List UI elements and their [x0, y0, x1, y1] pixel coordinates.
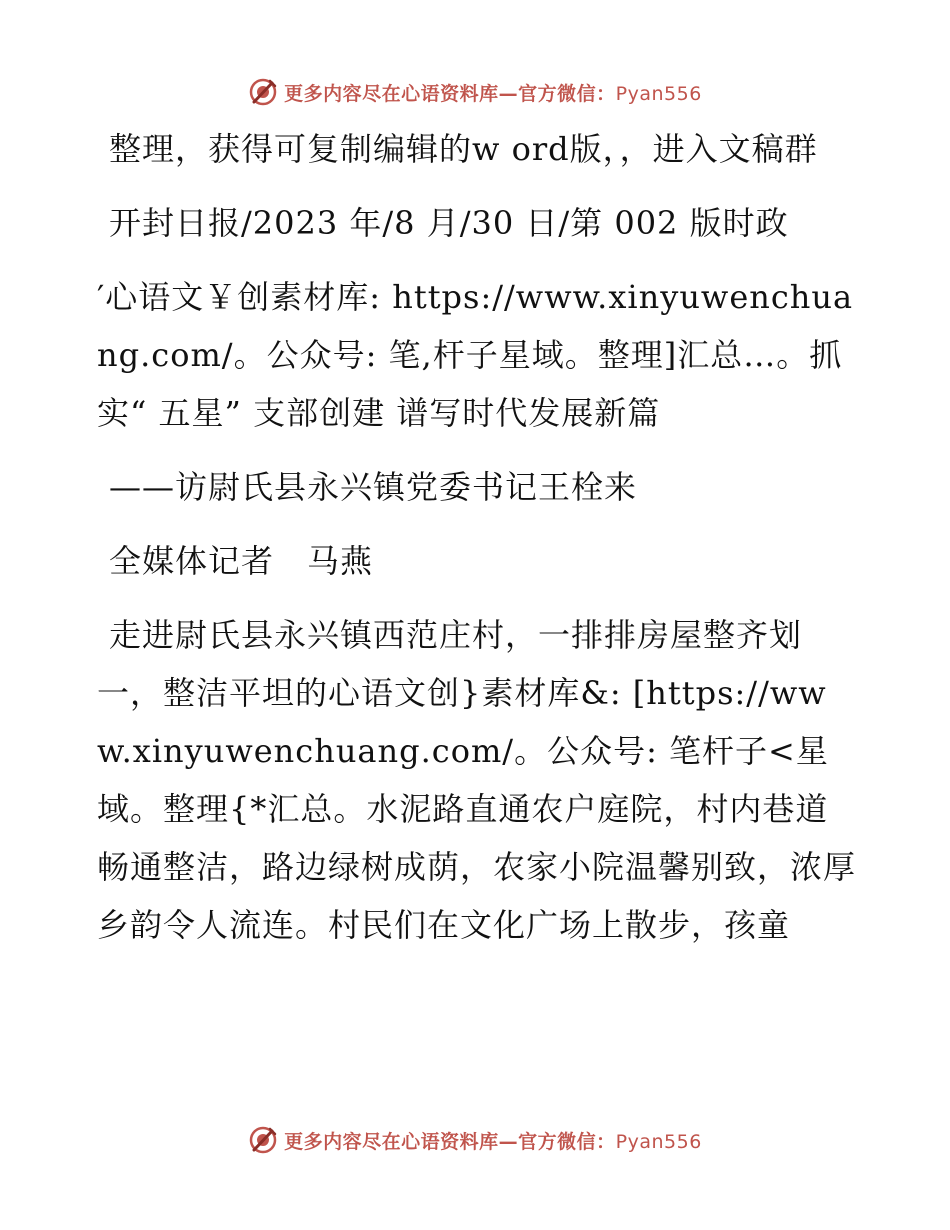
- pen-logo-icon: [248, 1125, 278, 1155]
- paragraph-subtitle: ——访尉氏县永兴镇党委书记王栓来: [109, 468, 638, 506]
- header-watermark: [0, 70, 950, 114]
- paragraph-intro: 整理，获得可复制编辑的w ord版，，进入文稿群: [109, 130, 818, 168]
- watermark-account: Pyan556: [615, 82, 702, 105]
- watermark-text: 更多内容尽在心语资料库—官方微信：Pyan556: [284, 1130, 702, 1153]
- watermark-text: 更多内容尽在心语资料库—官方微信：Pyan556: [284, 82, 702, 105]
- paragraph-byline: 全媒体记者 马燕: [109, 542, 374, 580]
- pen-logo-icon: [248, 77, 278, 107]
- paragraph-title: ′心语文￥创素材库: https://www.xinyuwenchuang.com/。公众号: 笔,杆子星域。整理]汇总…。抓实“ 五星” 支部创建 谱写时代发展新篇: [97, 278, 854, 432]
- watermark-account: Pyan556: [615, 1130, 702, 1153]
- paragraph-body: 走进尉氏县永兴镇西范庄村，一排排房屋整齐划一，整洁平坦的心语文创}素材库&: [https://www.xinyuwenchuang.com/。公众号: 笔杆子<星域。整理{*汇总。水泥路直通农户庭院，村内巷道畅通整洁，路边绿树成荫，农家小院温馨别致，浓厚乡韵令人流连。村民们在文化广场上散步，孩童: [97, 616, 857, 944]
- paragraph-source: 开封日报/2023 年/8 月/30 日/第 002 版时政: [109, 204, 789, 242]
- footer-watermark: [0, 1118, 950, 1162]
- document-body: [97, 120, 857, 954]
